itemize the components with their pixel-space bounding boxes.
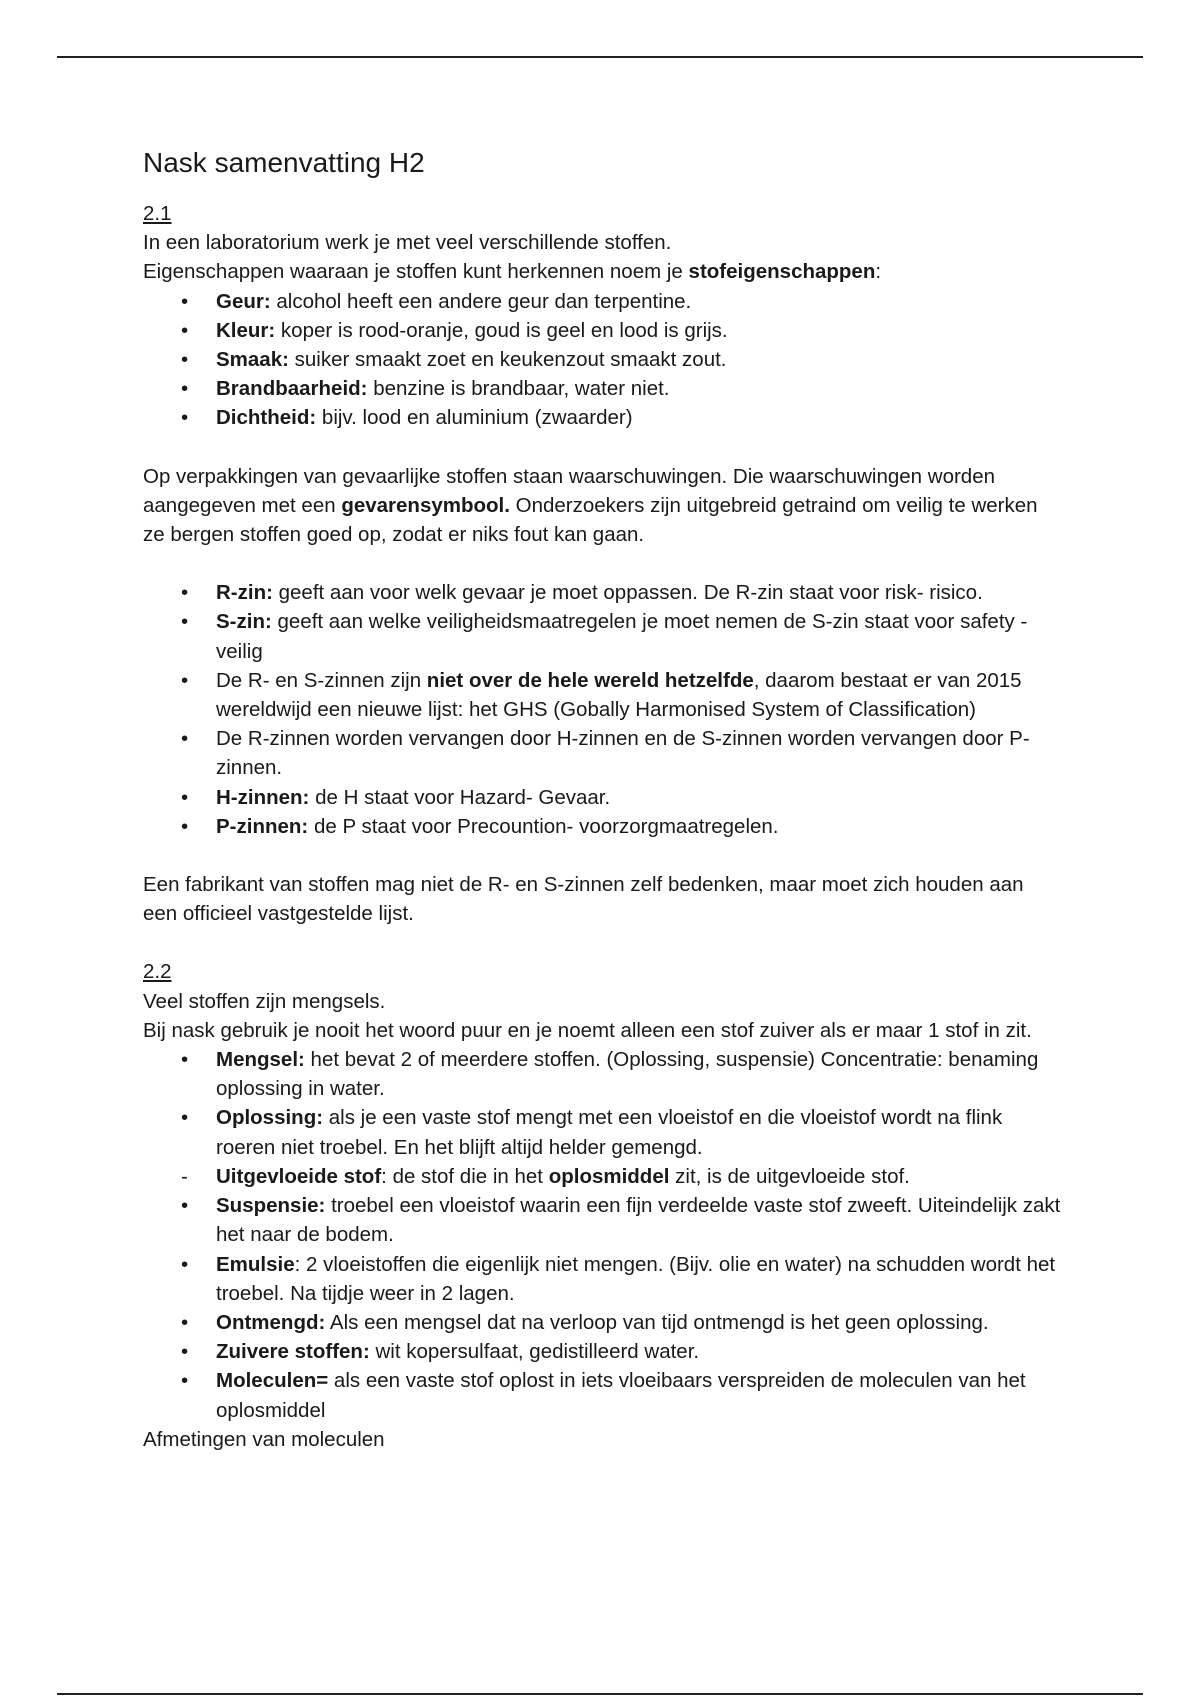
mixtures-list [143,1045,1063,1425]
list-item: • Ontmengd: Als een mengsel dat na verloop van tijd ontmengd is het geen oplossing. [143,1308,1063,1337]
list-item: • Dichtheid: bijv. lood en aluminium (zwaarder) [143,403,1063,432]
paragraph: In een laboratorium werk je met veel verschillende stoffen. [143,231,672,255]
bullet-icon: • [181,1340,189,1364]
dash-icon: - [181,1164,188,1188]
list-item: • De R-zinnen worden vervangen door H-zinnen en de S-zinnen worden vervangen door P-zinnen. [143,724,1063,782]
bullet-icon: • [181,1310,189,1334]
list-item: • Oplossing: als je een vaste stof mengt met een vloeistof en die vloeistof wordt na flink roeren niet troebel. En het blijft altijd helder gemengd. [143,1103,1063,1161]
list-item: • R-zin: geeft aan voor welk gevaar je moet oppassen. De R-zin staat voor risk- risico. [143,578,1063,607]
document-body [143,145,1063,1454]
list-item: • S-zin: geeft aan welke veiligheidsmaatregelen je moet nemen de S-zin staat voor safety -veilig [143,607,1063,665]
bullet-icon: • [181,1106,189,1130]
bullet-icon: • [181,581,189,605]
list-item: • De R- en S-zinnen zijn niet over de hele wereld hetzelfde, daarom bestaat er van 2015 wereldwijd een nieuwe lijst: het GHS (Gobally Harmonised System of Classification) [143,666,1063,724]
warnings-list [143,578,1063,841]
list-item: • Suspensie: troebel een vloeistof waarin een fijn verdeelde vaste stof zweeft. Uiteindelijk zakt het naar de bodem. [143,1191,1063,1249]
list-item: • Kleur: koper is rood-oranje, goud is geel en lood is grijs. [143,316,1063,345]
page-title: Nask samenvatting H2 [143,147,425,178]
paragraph: Eigenschappen waaraan je stoffen kunt herkennen noem je stofeigenschappen: [143,260,882,284]
bullet-icon: • [181,1194,189,1218]
list-item: • Zuivere stoffen: wit kopersulfaat, gedistilleerd water. [143,1337,1063,1366]
bullet-icon: • [181,318,189,342]
list-item: • Brandbaarheid: benzine is brandbaar, water niet. [143,374,1063,403]
list-item: • H-zinnen: de H staat voor Hazard- Gevaar. [143,783,1063,812]
paragraph: Bij nask gebruik je nooit het woord puur en je noemt alleen een stof zuiver als er maar 1 stof in zit. [143,1018,1032,1042]
bullet-icon: • [181,1369,189,1393]
top-rule [57,56,1143,58]
paragraph: Een fabrikant van stoffen mag niet de R- en S-zinnen zelf bedenken, maar moet zich houden aan een officieel vastgestelde lijst. [143,873,1024,926]
bullet-icon: • [181,785,189,809]
list-item: • Mengsel: het bevat 2 of meerdere stoffen. (Oplossing, suspensie) Concentratie: benaming oplossing in water. [143,1045,1063,1103]
bullet-icon: • [181,289,189,313]
list-item: • Smaak: suiker smaakt zoet en keukenzout smaakt zout. [143,345,1063,374]
bullet-icon: • [181,1048,189,1072]
properties-list [143,287,1063,433]
bullet-icon: • [181,668,189,692]
section-heading-2-2: 2.2 [143,960,172,984]
list-item: • Emulsie: 2 vloeistoffen die eigenlijk niet mengen. (Bijv. olie en water) na schudden wordt het troebel. Na tijdje weer in 2 lagen. [143,1250,1063,1308]
bullet-icon: • [181,1252,189,1276]
list-item: - Uitgevloeide stof: de stof die in het oplosmiddel zit, is de uitgevloeide stof. [143,1162,1063,1191]
bottom-rule [57,1693,1143,1695]
bullet-icon: • [181,814,189,838]
paragraph: Op verpakkingen van gevaarlijke stoffen staan waarschuwingen. Die waarschuwingen worden aangegeven met een gevarensymbool. Onderzoekers zijn uitgebreid getraind om veilig te werken ze bergen stoffen goed op, zodat er niks fout kan gaan. [143,464,1038,547]
bullet-icon: • [181,406,189,430]
list-item: • Moleculen= als een vaste stof oplost in iets vloeibaars verspreiden de moleculen van het oplosmiddel [143,1366,1063,1424]
bullet-icon: • [181,727,189,751]
bullet-icon: • [181,610,189,634]
paragraph: Afmetingen van moleculen [143,1427,385,1451]
list-item: • P-zinnen: de P staat voor Precountion- voorzorgmaatregelen. [143,812,1063,841]
paragraph: Veel stoffen zijn mengsels. [143,989,386,1013]
list-item: • Geur: alcohol heeft een andere geur dan terpentine. [143,287,1063,316]
section-heading-2-1: 2.1 [143,202,172,225]
bullet-icon: • [181,377,189,401]
bullet-icon: • [181,348,189,372]
